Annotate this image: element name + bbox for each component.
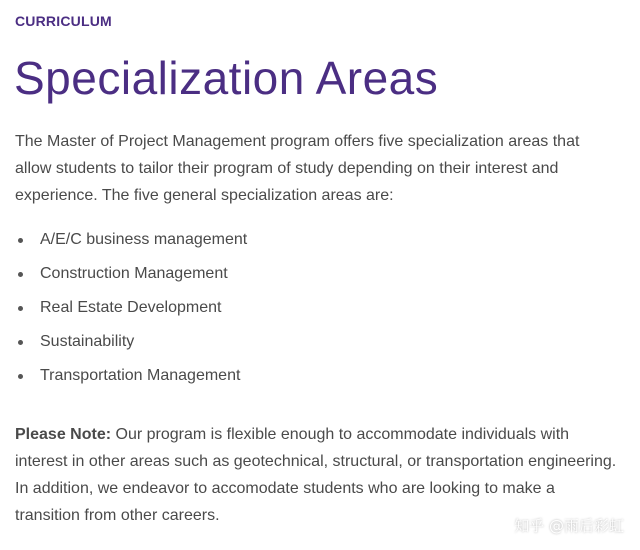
bullet-icon — [18, 272, 23, 277]
list-item — [15, 261, 615, 295]
list-item — [15, 329, 615, 363]
list-item-label: A/E/C business management — [40, 231, 248, 248]
bullet-icon — [18, 340, 23, 345]
watermark: 知乎 @雨后彩虹 — [514, 517, 624, 535]
intro-paragraph: The Master of Project Management program offers five specialization areas that allow students to tailor their program of study depending on their interest and experience. The five general specialization areas are: — [15, 133, 580, 204]
list-item — [15, 227, 615, 261]
page-title: Specialization Areas — [14, 52, 439, 104]
list-item — [15, 363, 615, 397]
note-paragraph — [15, 421, 620, 529]
list-item-label: Real Estate Development — [40, 299, 222, 316]
section-eyebrow: CURRICULUM — [15, 13, 112, 29]
note-text: Our program is flexible enough to accommodate individuals with interest in other areas such as geotechnical, structural, or transportation engineering. In addition, we endeavor to accomodate students who are looking to make a transition from other careers. — [15, 426, 617, 524]
bullet-icon — [18, 374, 23, 379]
note-label: Please Note: — [15, 426, 112, 443]
specialization-list — [15, 227, 615, 397]
list-item-label: Sustainability — [40, 333, 135, 350]
list-item — [15, 295, 615, 329]
bullet-icon — [18, 306, 23, 311]
list-item-label: Construction Management — [40, 265, 228, 282]
bullet-icon — [18, 238, 23, 243]
list-item-label: Transportation Management — [40, 367, 241, 384]
